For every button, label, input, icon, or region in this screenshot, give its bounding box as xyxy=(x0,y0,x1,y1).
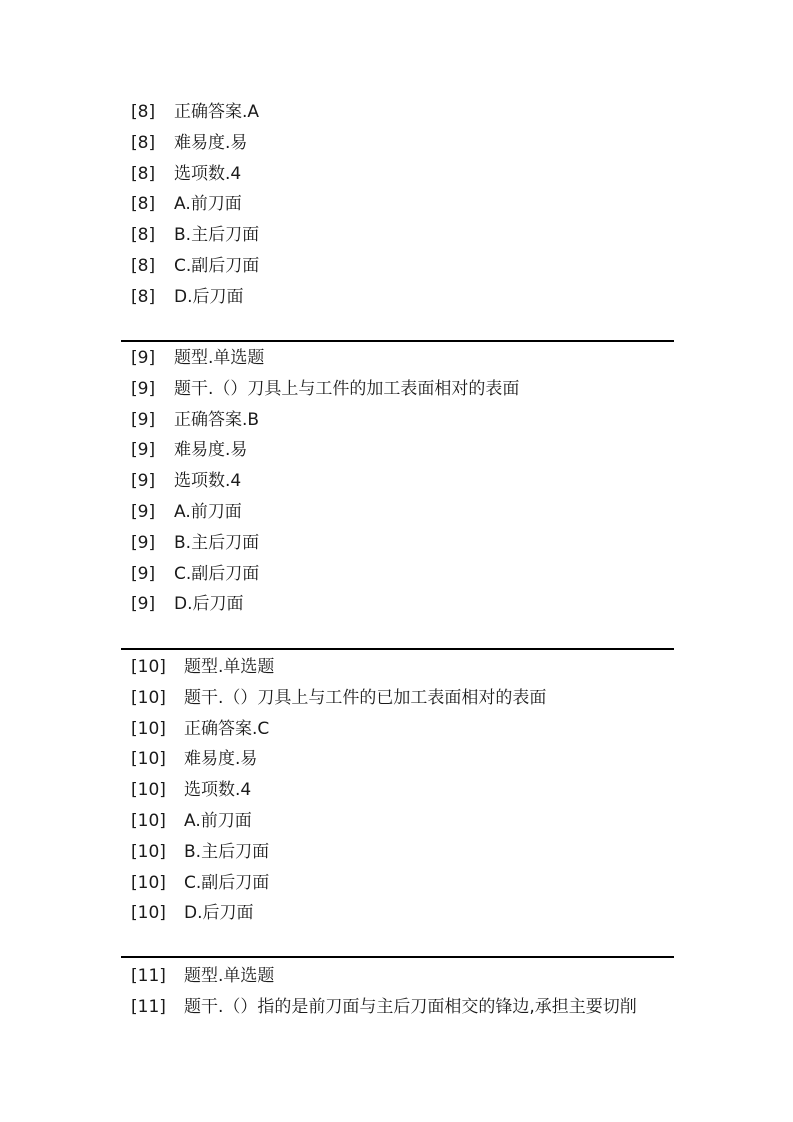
difficulty: 难易度.易 xyxy=(184,749,258,770)
question-number: [9] xyxy=(131,440,156,461)
question-line xyxy=(131,497,674,528)
question-number: [8] xyxy=(131,132,156,153)
difficulty: 难易度.易 xyxy=(174,132,248,153)
question-line xyxy=(131,466,674,497)
question-line xyxy=(131,589,674,620)
question-number: [10] xyxy=(131,749,166,770)
question-block-9 xyxy=(131,343,674,620)
question-stem: 题干.（）刀具上与工件的加工表面相对的表面 xyxy=(174,378,520,399)
question-line xyxy=(131,189,674,220)
question-number: [10] xyxy=(131,657,166,677)
question-type: 题型.单选题 xyxy=(174,348,265,368)
question-number: [9] xyxy=(131,378,156,399)
section-divider xyxy=(121,648,674,650)
question-number: [10] xyxy=(131,780,166,801)
question-line xyxy=(131,97,674,128)
correct-answer: 正确答案.B xyxy=(174,409,260,430)
question-number: [9] xyxy=(131,594,156,615)
question-line xyxy=(131,559,674,590)
option-a: A.前刀面 xyxy=(174,194,242,215)
question-line xyxy=(131,868,674,899)
question-stem: 题干.（）刀具上与工件的已加工表面相对的表面 xyxy=(184,687,547,708)
question-line xyxy=(131,898,674,929)
option-b: B.主后刀面 xyxy=(174,532,260,553)
option-d: D.后刀面 xyxy=(174,594,244,615)
section-divider xyxy=(121,956,674,958)
question-line xyxy=(131,405,674,436)
question-line xyxy=(131,992,674,1023)
question-block-8 xyxy=(131,97,674,313)
question-line xyxy=(131,282,674,313)
question-number: [10] xyxy=(131,903,166,924)
question-number: [9] xyxy=(131,501,156,522)
difficulty: 难易度.易 xyxy=(174,440,248,461)
question-number: [8] xyxy=(131,102,156,122)
correct-answer: 正确答案.A xyxy=(174,102,260,122)
question-line xyxy=(131,806,674,837)
question-number: [10] xyxy=(131,718,166,739)
question-line xyxy=(131,961,674,992)
option-c: C.副后刀面 xyxy=(174,563,260,584)
question-number: [9] xyxy=(131,471,156,492)
question-number: [9] xyxy=(131,409,156,430)
option-c: C.副后刀面 xyxy=(184,872,270,893)
question-number: [10] xyxy=(131,810,166,831)
question-number: [9] xyxy=(131,348,156,368)
question-number: [8] xyxy=(131,225,156,246)
question-line xyxy=(131,744,674,775)
question-line xyxy=(131,374,674,405)
question-line xyxy=(131,128,674,159)
correct-answer: 正确答案.C xyxy=(184,718,270,739)
question-line xyxy=(131,775,674,806)
option-b: B.主后刀面 xyxy=(174,225,260,246)
option-c: C.副后刀面 xyxy=(174,255,260,276)
question-line xyxy=(131,837,674,868)
question-line xyxy=(131,251,674,282)
question-number: [10] xyxy=(131,841,166,862)
question-type: 题型.单选题 xyxy=(184,966,275,986)
question-number: [8] xyxy=(131,286,156,307)
option-d: D.后刀面 xyxy=(184,903,254,924)
question-number: [9] xyxy=(131,532,156,553)
question-number: [8] xyxy=(131,194,156,215)
question-line xyxy=(131,220,674,251)
question-number: [11] xyxy=(131,996,166,1017)
option-count: 选项数.4 xyxy=(174,471,242,492)
question-number: [10] xyxy=(131,872,166,893)
question-number: [11] xyxy=(131,966,166,986)
section-divider xyxy=(121,340,674,342)
question-type: 题型.单选题 xyxy=(184,657,275,677)
question-line xyxy=(131,159,674,190)
option-b: B.主后刀面 xyxy=(184,841,270,862)
option-a: A.前刀面 xyxy=(174,501,242,522)
question-line xyxy=(131,435,674,466)
question-line xyxy=(131,528,674,559)
question-number: [10] xyxy=(131,687,166,708)
question-stem: 题干.（）指的是前刀面与主后刀面相交的锋边,承担主要切削 xyxy=(184,996,637,1017)
question-line xyxy=(131,652,674,683)
option-count: 选项数.4 xyxy=(174,163,242,184)
question-block-11 xyxy=(131,961,674,1023)
question-number: [9] xyxy=(131,563,156,584)
question-number: [8] xyxy=(131,255,156,276)
question-number: [8] xyxy=(131,163,156,184)
option-a: A.前刀面 xyxy=(184,810,252,831)
question-line xyxy=(131,683,674,714)
question-line xyxy=(131,343,674,374)
option-count: 选项数.4 xyxy=(184,780,252,801)
question-line xyxy=(131,714,674,745)
question-block-10 xyxy=(131,652,674,929)
option-d: D.后刀面 xyxy=(174,286,244,307)
